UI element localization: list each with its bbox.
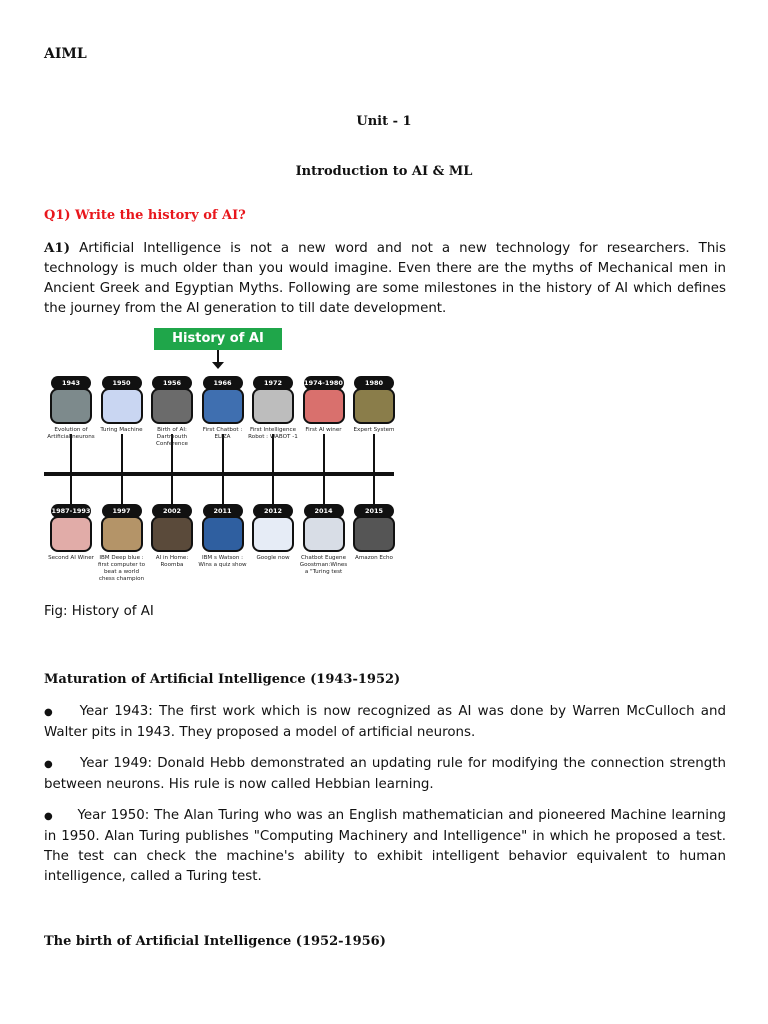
milestone-image <box>252 388 294 424</box>
milestone-image <box>303 516 345 552</box>
year-badge: 1987-1993 <box>51 504 91 518</box>
bullet-item <box>44 702 726 743</box>
timeline-item <box>248 504 298 562</box>
year-badge: 1956 <box>152 376 192 390</box>
timeline-item <box>97 504 147 583</box>
section-heading-birth: The birth of Artificial Intelligence (1952-1956) <box>44 934 386 949</box>
timeline-connector-arrow <box>171 466 173 504</box>
timeline-item <box>248 376 298 441</box>
bullet-item <box>44 754 726 795</box>
timeline-item <box>46 376 96 441</box>
bullet-text: Year 1950: The Alan Turing who was an English mathematician and pioneered Machine learning in 1950. Alan Turing publishes "Computing Machinery and Intelligence" in which he proposed a test. The test can check the machine's ability to exhibit intelligent behavior equivalent to human intelligence, called a Turing test. <box>44 808 726 884</box>
year-badge: 1966 <box>203 376 243 390</box>
milestone-label: Second AI Winer <box>48 555 94 561</box>
bullet-icon: ● <box>44 811 54 822</box>
milestone-image <box>50 388 92 424</box>
milestone-label: Amazon Echo <box>355 555 393 561</box>
answer-paragraph <box>44 238 726 319</box>
milestone-label: First AI winer <box>305 427 342 433</box>
milestone-image <box>252 516 294 552</box>
year-badge: 2002 <box>152 504 192 518</box>
timeline-item <box>198 504 248 569</box>
timeline-connector-arrow <box>373 466 375 504</box>
timeline-connector-arrow <box>272 466 274 504</box>
timeline-connector-arrow <box>121 466 123 504</box>
year-badge: 2014 <box>304 504 344 518</box>
timeline-item <box>46 504 96 562</box>
milestone-label: Turing Machine <box>100 427 143 433</box>
milestone-image <box>353 516 395 552</box>
milestone-label: AI in Home: Roomba <box>155 555 189 568</box>
timeline-item <box>198 376 248 441</box>
milestone-image <box>202 516 244 552</box>
milestone-label: Expert System <box>353 427 395 433</box>
question-heading: Q1) Write the history of AI? <box>44 208 246 223</box>
year-badge: 1972 <box>253 376 293 390</box>
milestone-image <box>303 388 345 424</box>
milestone-label: Evolution of Artificial neurons <box>47 427 95 440</box>
timeline-item <box>349 504 399 562</box>
milestone-image <box>202 388 244 424</box>
figure-caption: Fig: History of AI <box>44 604 154 619</box>
year-badge: 1943 <box>51 376 91 390</box>
timeline-item <box>97 376 147 434</box>
milestone-label: Google now <box>256 555 290 561</box>
section-heading-maturation: Maturation of Artificial Intelligence (1943-1952) <box>44 672 401 687</box>
answer-label: A1) <box>44 240 71 256</box>
year-badge: 1997 <box>102 504 142 518</box>
bullet-text: Year 1949: Donald Hebb demonstrated an updating rule for modifying the connection strength between neurons. His rule is now called Hebbian learning. <box>44 756 726 792</box>
milestone-label: Chatbot Eugene Goostman:Wines a "Turing test <box>299 555 348 575</box>
arrow-down-icon <box>212 362 224 369</box>
bullet-item <box>44 806 726 887</box>
bullet-icon: ● <box>44 707 55 718</box>
year-badge: 2011 <box>203 504 243 518</box>
chapter-title: Introduction to AI & ML <box>295 164 473 179</box>
year-badge: 1980 <box>354 376 394 390</box>
course-header: AIML <box>44 46 87 62</box>
figure-title: History of AI <box>154 328 282 350</box>
year-badge: 1974-1980 <box>304 376 344 390</box>
milestone-label: IBM Deep blue : first computer to beat a world chess champion <box>97 555 146 582</box>
milestone-label: IBM s Watson : Wins a quiz show <box>198 555 247 568</box>
milestone-label: Birth of AI: Dartmouth Conference <box>156 427 188 447</box>
unit-title <box>0 114 768 129</box>
timeline-item <box>299 504 349 576</box>
milestone-label: First Chatbot : ELIZA <box>202 427 243 440</box>
milestone-label: First Intelligence Robot : WABOT -1 <box>248 427 298 440</box>
year-badge: 2012 <box>253 504 293 518</box>
timeline-item <box>147 376 197 448</box>
timeline-axis <box>44 472 394 476</box>
timeline-item <box>349 376 399 434</box>
milestone-image <box>101 516 143 552</box>
unit-label: Unit - 1 <box>356 114 412 129</box>
bullet-text: Year 1943: The first work which is now recognized as AI was done by Warren McCulloch and Walter pits in 1943. They proposed a model of artificial neurons. <box>44 704 726 740</box>
milestone-image <box>101 388 143 424</box>
bullet-icon: ● <box>44 759 54 770</box>
timeline-item <box>299 376 349 434</box>
year-badge: 2015 <box>354 504 394 518</box>
milestone-image <box>151 516 193 552</box>
year-badge: 1950 <box>102 376 142 390</box>
milestone-image <box>151 388 193 424</box>
milestone-image <box>50 516 92 552</box>
answer-text: Artificial Intelligence is not a new word and not a new technology for researchers. This technology is much older than you would imagine. Even there are the myths of Mechanical men in Ancient Greek and Egyptian Myths. Following are some milestones in the history of AI which defines the journey from the AI generation to till date development. <box>44 241 727 316</box>
milestone-image <box>353 388 395 424</box>
timeline-connector-arrow <box>323 466 325 504</box>
timeline-item <box>147 504 197 569</box>
timeline-connector-arrow <box>222 466 224 504</box>
history-of-ai-figure <box>40 328 400 598</box>
timeline-connector-arrow <box>70 466 72 504</box>
